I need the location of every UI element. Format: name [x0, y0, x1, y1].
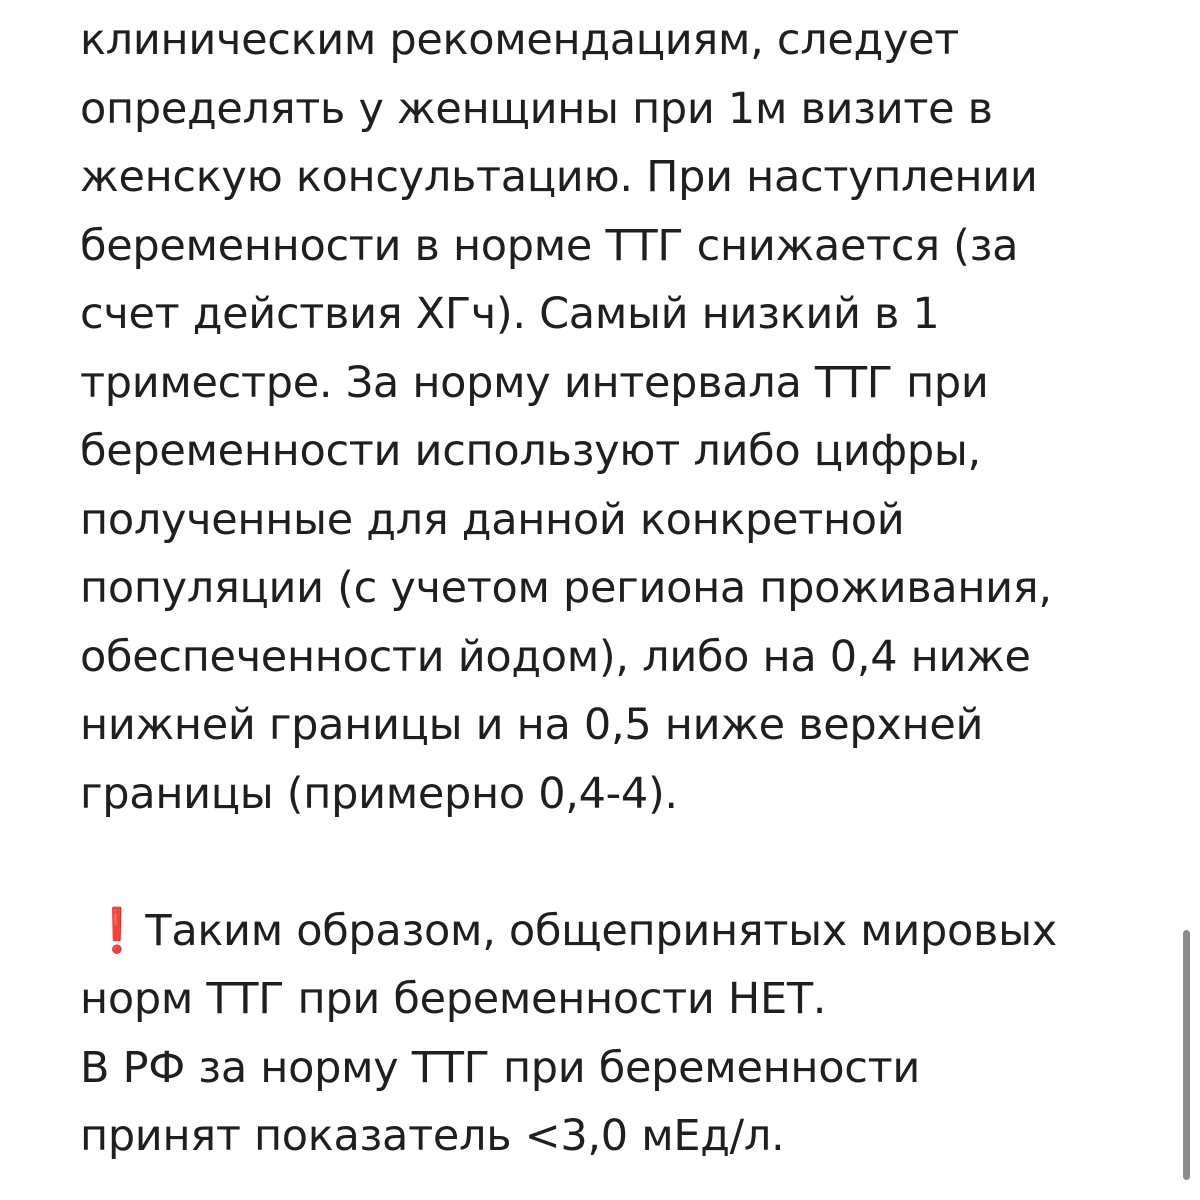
text-line: популяции (с учетом региона проживания, [80, 563, 1052, 613]
text-line: полученные для данной конкретной [80, 494, 905, 545]
text-line: женскую консультацию. При наступлении [80, 152, 1038, 202]
exclamation-icon: ❗ [90, 905, 144, 956]
text-line: В РФ за норму ТТГ при беременности [80, 1042, 920, 1093]
warning-line [80, 897, 1160, 966]
text-line: обеспеченности йодом), либо на 0,4 ниже [80, 631, 1031, 682]
text-line: триместре. За норму интервала ТТГ при [80, 357, 989, 408]
text-line: счет действия ХГч). Самый низкий в 1 [80, 289, 940, 339]
text-line: нижней границы и на 0,5 ниже верхней [80, 700, 984, 750]
text-line: беременности используют либо цифры, [80, 426, 981, 476]
message-text [80, 6, 1160, 1171]
text-line: Таким образом, общепринятых мировых [132, 905, 1057, 956]
text-line: границы (примерно 0,4-4). [80, 768, 678, 819]
text-line: норм ТТГ при беременности НЕТ. [80, 974, 827, 1024]
text-line: принят показатель <3,0 мЕд/л. [80, 1111, 785, 1161]
text-line: беременности в норме ТТГ снижается (за [80, 220, 1019, 271]
vertical-scrollbar[interactable] [1183, 930, 1190, 1180]
paragraph-gap [80, 828, 1160, 897]
text-line: клиническим рекомендациям, следует [80, 15, 960, 65]
text-line: определять у женщины при 1м визите в [80, 83, 993, 134]
